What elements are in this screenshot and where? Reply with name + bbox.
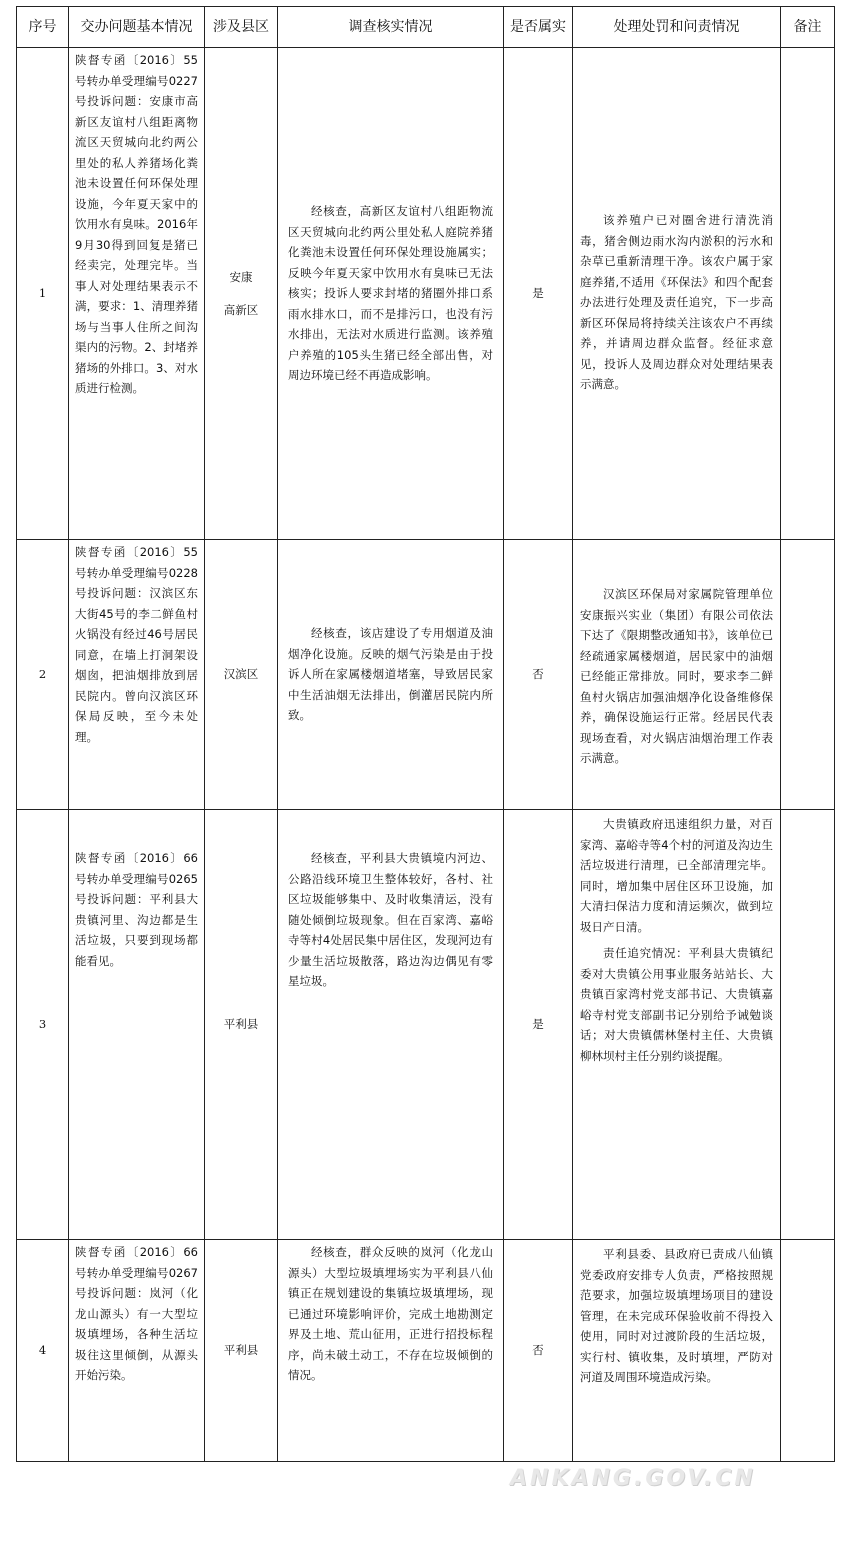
remark-cell bbox=[781, 540, 835, 810]
penalty-text: 该养殖户已对圈舍进行清洗消毒，猪舍侧边雨水沟内淤积的污水和杂草已重新清理干净。该农户属于家庭养猪,不适用《环保法》和四个配套办法进行处理及责任追究，下一步高新区环保局将持续关注该农户不再续养，并请周边群众监督。经征求意见，投诉人及周边群众对处理结果表示满意。 bbox=[580, 213, 773, 392]
table-row bbox=[17, 48, 835, 540]
penalty-cell bbox=[573, 48, 781, 540]
investigation-text: 经核查，高新区友谊村八组距物流区天贸城向北约两公里处私人庭院养猪化粪池未设置任何环保处理设施属实；反映今年夏天家中饮用水有臭味已无法核实；投诉人要求封堵的猪圈外排口系雨水排水口，而不是排污口，也没有污水排出，无法对水质进行监测。该养殖户养殖的105头生猪已经全部出售，对周边环境已经不再造成影响。 bbox=[288, 204, 493, 383]
header-problem: 交办问题基本情况 bbox=[69, 7, 205, 48]
investigation-cell bbox=[278, 1240, 504, 1462]
penalty-cell bbox=[573, 1240, 781, 1462]
investigation-cell bbox=[278, 810, 504, 1240]
remark-cell bbox=[781, 48, 835, 540]
is-true-cell: 是 bbox=[504, 810, 573, 1240]
table-row bbox=[17, 810, 835, 1240]
county-line: 汉滨区 bbox=[223, 667, 259, 681]
is-true-cell: 否 bbox=[504, 540, 573, 810]
is-true-cell: 否 bbox=[504, 1240, 573, 1462]
header-no: 序号 bbox=[17, 7, 69, 48]
remark-cell bbox=[781, 1240, 835, 1462]
problem-cell: 陕督专函〔2016〕55号转办单受理编号0227号投诉问题：安康市高新区友谊村八组距离物流区天贸城向北约两公里处的私人养猪场化粪池未设置任何环保处理设施，今年夏天家中的饮用水有臭味。2016年9月30得到回复是猪已经卖完，处理完毕。当事人对处理结果表示不满，要求：1、清理养猪场与当事人住所之间沟渠内的污物。2、封堵养猪场的外排口。3、对水质进行检测。 bbox=[69, 48, 205, 540]
accountability-text: 责任追究情况：平利县大贵镇纪委对大贵镇公用事业服务站站长、大贵镇百家湾村党支部书记、大贵镇嘉峪寺村党支部副书记分别给予诫勉谈话；对大贵镇儒林堡村主任、大贵镇柳林坝村主任分别约谈提醒。 bbox=[580, 946, 773, 1063]
problem-cell: 陕督专函〔2016〕55号转办单受理编号0228号投诉问题：汉滨区东大街45号的李二鲜鱼村火锅没有经过46号居民同意，在墙上打洞架设烟囱，把油烟排放到居民院内。曾向汉滨区环保局反映，至今未处理。 bbox=[69, 540, 205, 810]
header-county: 涉及县区 bbox=[205, 7, 278, 48]
investigation-text: 经核查，群众反映的岚河（化龙山源头）大型垃圾填埋场实为平利县八仙镇正在规划建设的集镇垃圾填埋场，现已通过环境影响评价，完成土地勘测定界及土地、荒山征用，正进行招投标程序，尚未破土动工，不存在垃圾倾倒的情况。 bbox=[288, 1245, 493, 1382]
county-line: 平利县 bbox=[223, 1343, 259, 1357]
table-row bbox=[17, 1240, 835, 1462]
investigation-cell bbox=[278, 48, 504, 540]
header-row bbox=[17, 7, 835, 48]
county-cell bbox=[205, 540, 278, 810]
table-row bbox=[17, 540, 835, 810]
county-line: 安康 bbox=[229, 269, 253, 284]
penalty-cell bbox=[573, 810, 781, 1240]
problem-cell bbox=[69, 810, 205, 1240]
row-number: 1 bbox=[17, 48, 69, 540]
problem-text: 陕督专函〔2016〕66号转办单受理编号0265号投诉问题：平利县大贵镇河里、沟边都是生活垃圾，只要到现场都能看见。 bbox=[75, 851, 198, 968]
investigation-cell bbox=[278, 540, 504, 810]
investigation-text: 经核查，平利县大贵镇境内河边、公路沿线环境卫生整体较好，各村、社区垃圾能够集中、及时收集清运，没有随处倾倒垃圾现象。但在百家湾、嘉峪寺等村4处居民集中居住区，发现河边有少量生活垃圾散落，路边沟边偶见有零星垃圾。 bbox=[288, 851, 493, 988]
row-number: 2 bbox=[17, 540, 69, 810]
site-watermark: ANKANG.GOV.CN bbox=[510, 1466, 756, 1491]
row-number: 3 bbox=[17, 810, 69, 1240]
county-line: 高新区 bbox=[223, 302, 259, 317]
header-investigation: 调查核实情况 bbox=[278, 7, 504, 48]
investigation-text: 经核查，该店建设了专用烟道及油烟净化设施。反映的烟气污染是由于投诉人所在家属楼烟道堵塞，导致居民家中生活油烟无法排出，倒灌居民院内所致。 bbox=[288, 626, 493, 723]
row-number: 4 bbox=[17, 1240, 69, 1462]
county-cell bbox=[205, 48, 278, 540]
penalty-text: 平利县委、县政府已责成八仙镇党委政府安排专人负责，严格按照规范要求，加强垃圾填埋场项目的建设管理，在未完成环保验收前不得投入使用，同时对过渡阶段的生活垃圾，实行村、镇收集，及时填埋，严防对河道及周围环境造成污染。 bbox=[580, 1247, 773, 1384]
complaint-table bbox=[16, 6, 835, 1462]
header-remark: 备注 bbox=[781, 7, 835, 48]
penalty-cell bbox=[573, 540, 781, 810]
county-cell bbox=[205, 810, 278, 1240]
header-true: 是否属实 bbox=[504, 7, 573, 48]
penalty-text: 汉滨区环保局对家属院管理单位安康振兴实业（集团）有限公司依法下达了《限期整改通知书》，该单位已经疏通家属楼烟道，居民家中的油烟已经能正常排放。同时，要求李二鲜鱼村火锅店加强油烟净化设备维修保养，确保设施运行正常。经居民代表现场查看，对火锅店油烟治理工作表示满意。 bbox=[580, 587, 773, 766]
penalty-text: 大贵镇政府迅速组织力量，对百家湾、嘉峪寺等4个村的河道及沟边生活垃圾进行清理，已全部清理完毕。同时，增加集中居住区环卫设施，加大清扫保洁力度和清运频次，做到垃圾日产日清。 bbox=[580, 817, 773, 934]
is-true-cell: 是 bbox=[504, 48, 573, 540]
county-line: 平利县 bbox=[223, 1017, 259, 1031]
county-cell bbox=[205, 1240, 278, 1462]
remark-cell bbox=[781, 810, 835, 1240]
header-penalty: 处理处罚和问责情况 bbox=[573, 7, 781, 48]
problem-cell: 陕督专函〔2016〕66号转办单受理编号0267号投诉问题：岚河（化龙山源头）有一大型垃圾填埋场，各种生活垃圾往这里倾倒，从源头开始污染。 bbox=[69, 1240, 205, 1462]
